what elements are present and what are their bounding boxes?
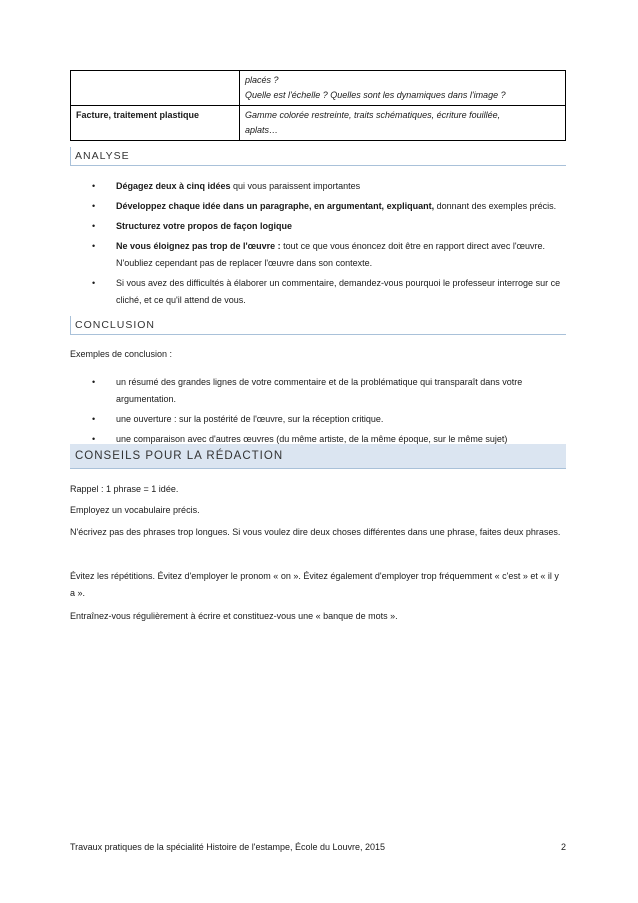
section-heading-conseils: CONSEILS POUR LA RÉDACTION — [70, 444, 566, 469]
list-item — [70, 178, 566, 195]
list-item — [70, 374, 566, 408]
list-item — [70, 411, 566, 428]
analysis-table — [70, 70, 566, 141]
table-cell-label — [71, 71, 240, 106]
table-cell-line: Gamme colorée restreinte, traits schématiques, écriture fouillée, — [245, 110, 501, 120]
table-row — [71, 106, 566, 141]
conseils-paragraph: N'écrivez pas des phrases trop longues. Si vous voulez dire deux choses différentes dans une phrase, faites deux phrases. — [70, 527, 561, 537]
table-cell-value — [240, 106, 566, 141]
table-cell-line: Quelle est l'échelle ? Quelles sont les dynamiques dans l'image ? — [245, 90, 506, 100]
analyse-list — [70, 178, 566, 312]
conclusion-list — [70, 374, 566, 451]
bullet-icon: • — [92, 434, 96, 444]
table-cell-label: Facture, traitement plastique — [71, 106, 240, 141]
conseils-paragraph: Évitez les répétitions. Évitez d'employer le pronom « on ». Évitez également d'employer trop fréquemment « c'est » et « il y a ». — [70, 571, 559, 598]
list-item-text: tout ce que vous énoncez doit être en rapport direct avec l'œuvre. N'oubliez cependant pas de replacer l'œuvre dans son contexte. — [116, 241, 546, 268]
table-cell-line: placés ? — [245, 75, 279, 85]
list-item-bold: Dégagez deux à cinq idées — [116, 181, 231, 191]
page-footer — [70, 840, 566, 854]
table-row — [71, 71, 566, 106]
bullet-icon: • — [92, 241, 96, 251]
list-item-bold: Développez chaque idée dans un paragraphe, en argumentant, expliquant, — [116, 201, 435, 211]
list-item-text: donnant des exemples précis. — [434, 201, 557, 211]
list-item-text: une ouverture : sur la postérité de l'œuvre, sur la réception critique. — [116, 414, 384, 424]
table-cell-line: aplats… — [245, 125, 279, 135]
bullet-icon: • — [92, 377, 96, 387]
section-heading-analyse: ANALYSE — [70, 147, 566, 166]
list-item — [70, 275, 566, 309]
list-item — [70, 218, 566, 235]
bullet-icon: • — [92, 278, 96, 288]
conseils-paragraph: Employez un vocabulaire précis. — [70, 505, 200, 515]
conclusion-intro: Exemples de conclusion : — [70, 349, 173, 359]
list-item-text: Si vous avez des difficultés à élaborer un commentaire, demandez-vous pourquoi le professeur interroge sur ce cliché, et ce qu'il attend de vous. — [116, 278, 561, 305]
bullet-icon: • — [92, 221, 96, 231]
bullet-icon: • — [92, 201, 96, 211]
list-item — [70, 238, 566, 272]
list-item-text: un résumé des grandes lignes de votre commentaire et de la problématique qui transparaît dans votre argumentation. — [116, 377, 523, 404]
list-item-bold: Structurez votre propos de façon logique — [116, 221, 293, 231]
list-item — [70, 198, 566, 215]
table-cell-value — [240, 71, 566, 106]
list-item-text: une comparaison avec d'autres œuvres (du même artiste, de la même époque, sur le même sujet) — [116, 434, 508, 444]
footer-text: Travaux pratiques de la spécialité Histoire de l'estampe, École du Louvre, 2015 — [70, 842, 386, 852]
bullet-icon: • — [92, 181, 96, 191]
list-item-bold: Ne vous éloignez pas trop de l'œuvre : — [116, 241, 281, 251]
list-item-text: qui vous paraissent importantes — [230, 181, 361, 191]
section-heading-conclusion: CONCLUSION — [70, 316, 566, 335]
conseils-paragraph: Entraînez-vous régulièrement à écrire et constituez-vous une « banque de mots ». — [70, 611, 398, 621]
bullet-icon: • — [92, 414, 96, 424]
conseils-paragraph: Rappel : 1 phrase = 1 idée. — [70, 484, 179, 494]
page-number: 2 — [560, 842, 566, 852]
